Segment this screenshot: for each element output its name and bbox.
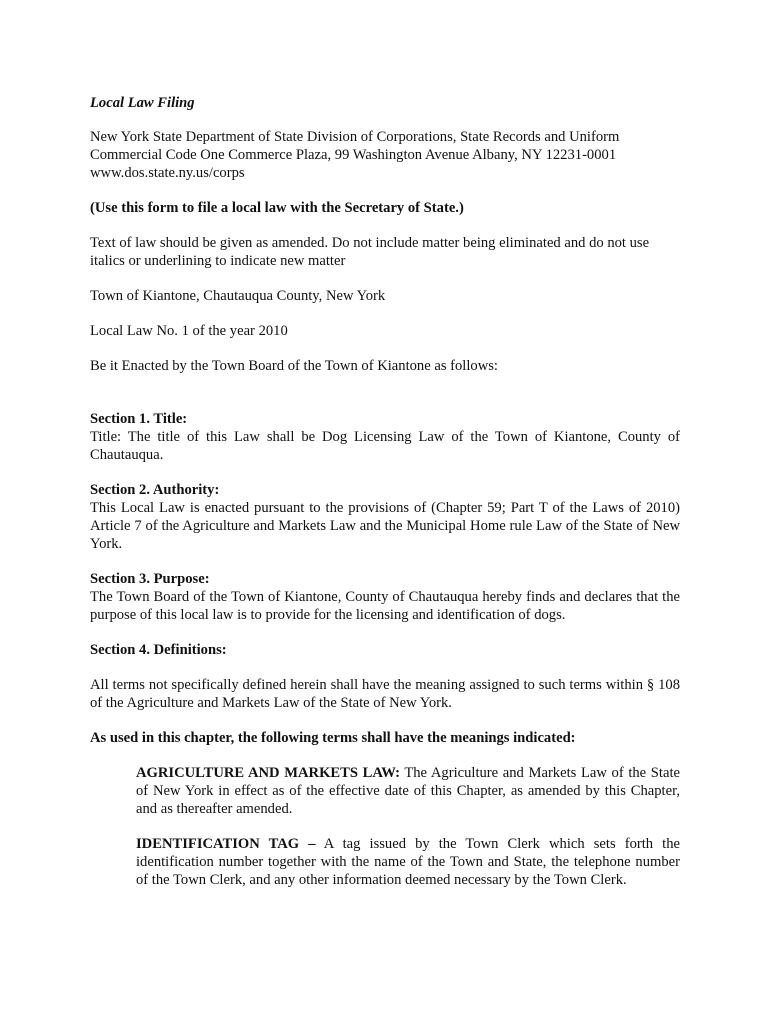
section-heading: Section 2. Authority: xyxy=(90,482,220,498)
document-page xyxy=(90,94,680,906)
enactment-clause: Be it Enacted by the Town Board of the Town of Kiantone as follows: xyxy=(90,358,498,374)
agency-address: New York State Department of State Division of Corporations, State Records and Uniform Commercial Code One Commerce Plaza, 99 Washington Avenue Albany, NY 12231-0001 www.dos.state.ny.us/corps xyxy=(90,129,620,181)
section-4-heading: Section 4. Definitions: xyxy=(90,642,227,658)
section-1-title xyxy=(90,410,680,464)
definition-agriculture-markets-law xyxy=(136,764,680,818)
section-3-purpose xyxy=(90,570,680,624)
section-heading: Section 1. Title: xyxy=(90,411,188,427)
definition-term: IDENTIFICATION TAG – xyxy=(136,836,316,852)
text-format-note: Text of law should be given as amended. Do not include matter being eliminated and do not use italics or underlining to indicate new matter xyxy=(90,235,650,269)
municipality-line: Town of Kiantone, Chautauqua County, New York xyxy=(90,288,386,304)
section-body: Title: The title of this Law shall be Dog Licensing Law of the Town of Kiantone, County of Chautauqua. xyxy=(90,429,680,463)
filing-instruction: (Use this form to file a local law with the Secretary of State.) xyxy=(90,200,464,216)
section-body: The Town Board of the Town of Kiantone, County of Chautauqua hereby finds and declares that the purpose of this local law is to provide for the licensing and identification of dogs. xyxy=(90,589,680,623)
definition-term: AGRICULTURE AND MARKETS LAW: xyxy=(136,765,400,781)
section-2-authority xyxy=(90,481,680,553)
section-heading: Section 3. Purpose: xyxy=(90,571,210,587)
definition-identification-tag xyxy=(136,835,680,889)
section-4-body: All terms not specifically defined herein shall have the meaning assigned to such terms within § 108 of the Agriculture and Markets Law of the State of New York. xyxy=(90,677,680,711)
definition-text: The Agriculture and Markets Law of the State of New York in effect as of the effective date of this Chapter, as amended by this Chapter, and as thereafter amended. xyxy=(136,765,680,817)
law-number-line: Local Law No. 1 of the year 2010 xyxy=(90,323,288,339)
definition-text: A tag issued by the Town Clerk which sets forth the identification number together with the name of the Town and State, the telephone number of the Town Clerk, and any other information deemed necessary by the Town Clerk. xyxy=(136,836,680,888)
definitions-intro: As used in this chapter, the following terms shall have the meanings indicated: xyxy=(90,730,576,746)
section-body: This Local Law is enacted pursuant to the provisions of (Chapter 59; Part T of the Laws of 2010) Article 7 of the Agriculture and Markets Law and the Municipal Home rule Law of the State of New York. xyxy=(90,500,680,552)
document-title: Local Law Filing xyxy=(90,95,195,111)
